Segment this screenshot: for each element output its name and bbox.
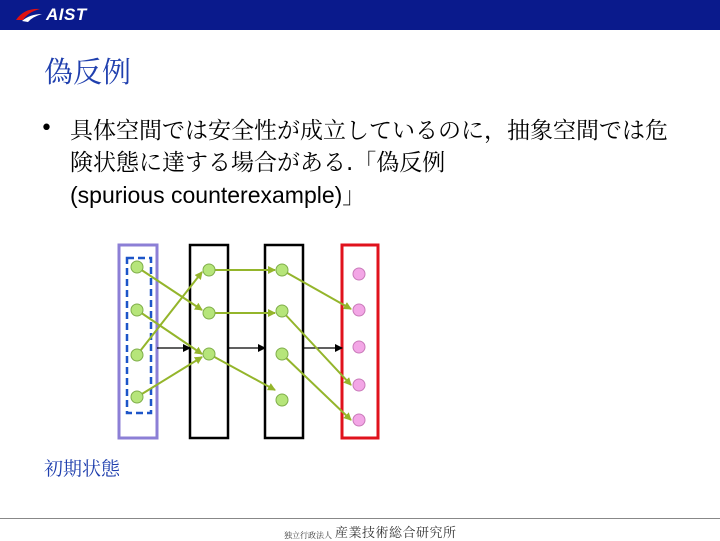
bullet-text-en: (spurious counterexample)	[70, 182, 343, 208]
state-node	[276, 305, 288, 317]
state-node	[131, 261, 143, 273]
initial-state-label: 初期状態	[44, 458, 121, 480]
state-node	[276, 264, 288, 276]
state-node	[276, 394, 288, 406]
footer-org-name: 産業技術総合研究所	[335, 526, 457, 541]
bullet-text-close: 」	[342, 183, 366, 209]
slide-title: 偽反例	[44, 55, 132, 89]
concrete-transitions	[137, 267, 351, 420]
unsafe-concrete-states	[353, 268, 365, 426]
state-node	[203, 264, 215, 276]
bullet-dot: •	[40, 116, 53, 141]
state-node	[276, 348, 288, 360]
bullet-text-ja: 具体空間では安全性が成立しているのに，抽象空間では危険状態に達する場合がある.「偽反例	[70, 118, 668, 176]
footer	[284, 522, 457, 541]
unsafe-state-node	[353, 268, 365, 280]
unsafe-state-node	[353, 304, 365, 316]
unsafe-state-node	[353, 414, 365, 426]
footer-org-type: 独立行政法人	[284, 531, 332, 540]
state-node	[203, 307, 215, 319]
state-node	[131, 391, 143, 403]
state-node	[131, 349, 143, 361]
footer-divider	[0, 518, 720, 519]
logo-text: AIST	[46, 5, 87, 24]
unsafe-state-node	[353, 379, 365, 391]
state-node	[131, 304, 143, 316]
unsafe-state-node	[353, 341, 365, 353]
state-node	[203, 348, 215, 360]
